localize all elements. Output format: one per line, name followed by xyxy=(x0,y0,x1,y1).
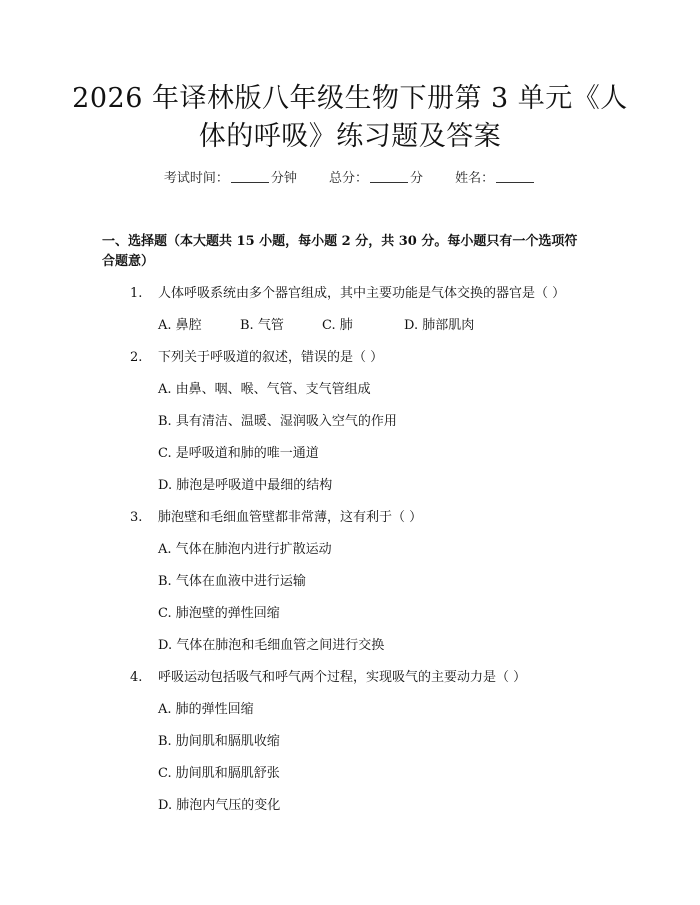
question-4 xyxy=(130,666,526,685)
option-c: C. 肺 xyxy=(322,318,353,333)
option-c: C. 肋间肌和膈肌舒张 xyxy=(158,766,280,781)
title-line-2: 体的呼吸》练习题及答案 xyxy=(198,121,502,152)
exam-info xyxy=(0,167,700,186)
question-2 xyxy=(130,346,383,365)
exam-time xyxy=(164,167,297,186)
option-a: A. 气体在肺泡内进行扩散运动 xyxy=(158,542,332,557)
section-heading xyxy=(102,232,602,272)
question-number: 2. xyxy=(130,350,143,365)
question-1 xyxy=(130,282,565,301)
student-name xyxy=(455,167,536,186)
total-score-unit: 分 xyxy=(410,171,424,186)
option-d: D. 肺泡是呼吸道中最细的结构 xyxy=(158,478,333,493)
option-d: D. 肺泡内气压的变化 xyxy=(158,798,281,813)
question-stem: 肺泡壁和毛细血管壁都非常薄，这有利于（ ） xyxy=(158,510,423,525)
question-number: 4. xyxy=(130,670,143,685)
total-score-label: 总分： xyxy=(328,171,368,186)
student-name-label: 姓名： xyxy=(455,171,495,186)
student-name-blank xyxy=(496,170,534,183)
exam-time-label: 考试时间： xyxy=(163,171,229,186)
option-a: A. 由鼻、咽、喉、气管、支气管组成 xyxy=(158,382,371,397)
option-d: D. 肺部肌肉 xyxy=(404,318,475,333)
section-heading-line-2: 合题意） xyxy=(102,254,155,269)
option-b: B. 具有清洁、温暖、湿润吸入空气的作用 xyxy=(158,414,397,429)
option-b: B. 肋间肌和膈肌收缩 xyxy=(158,734,280,749)
option-d: D. 气体在肺泡和毛细血管之间进行交换 xyxy=(158,638,385,653)
question-3 xyxy=(130,506,422,525)
question-1-options xyxy=(158,314,474,333)
section-heading-line-1: 一、选择题（本大题共 15 小题，每小题 2 分，共 30 分。每小题只有一个选项符 xyxy=(102,234,578,249)
exam-time-blank xyxy=(231,170,269,183)
total-score xyxy=(329,167,423,186)
question-number: 1. xyxy=(130,286,143,301)
option-c: C. 是呼吸道和肺的唯一通道 xyxy=(158,446,319,461)
option-b: B. 气体在血液中进行运输 xyxy=(158,574,306,589)
option-a: A. 鼻腔 xyxy=(158,318,202,333)
document-title xyxy=(60,80,640,156)
question-stem: 呼吸运动包括吸气和呼气两个过程，实现吸气的主要动力是（ ） xyxy=(158,670,527,685)
title-line-1: 2026 年译林版八年级生物下册第 3 单元《人 xyxy=(72,83,628,114)
question-number: 3. xyxy=(130,510,143,525)
option-c: C. 肺泡壁的弹性回缩 xyxy=(158,606,280,621)
option-a: A. 肺的弹性回缩 xyxy=(158,702,254,717)
question-stem: 人体呼吸系统由多个器官组成，其中主要功能是气体交换的器官是（ ） xyxy=(158,286,566,301)
option-b: B. 气管 xyxy=(240,318,284,333)
total-score-blank xyxy=(370,170,408,183)
exam-time-unit: 分钟 xyxy=(270,171,297,186)
question-stem: 下列关于呼吸道的叙述，错误的是（ ） xyxy=(158,350,384,365)
